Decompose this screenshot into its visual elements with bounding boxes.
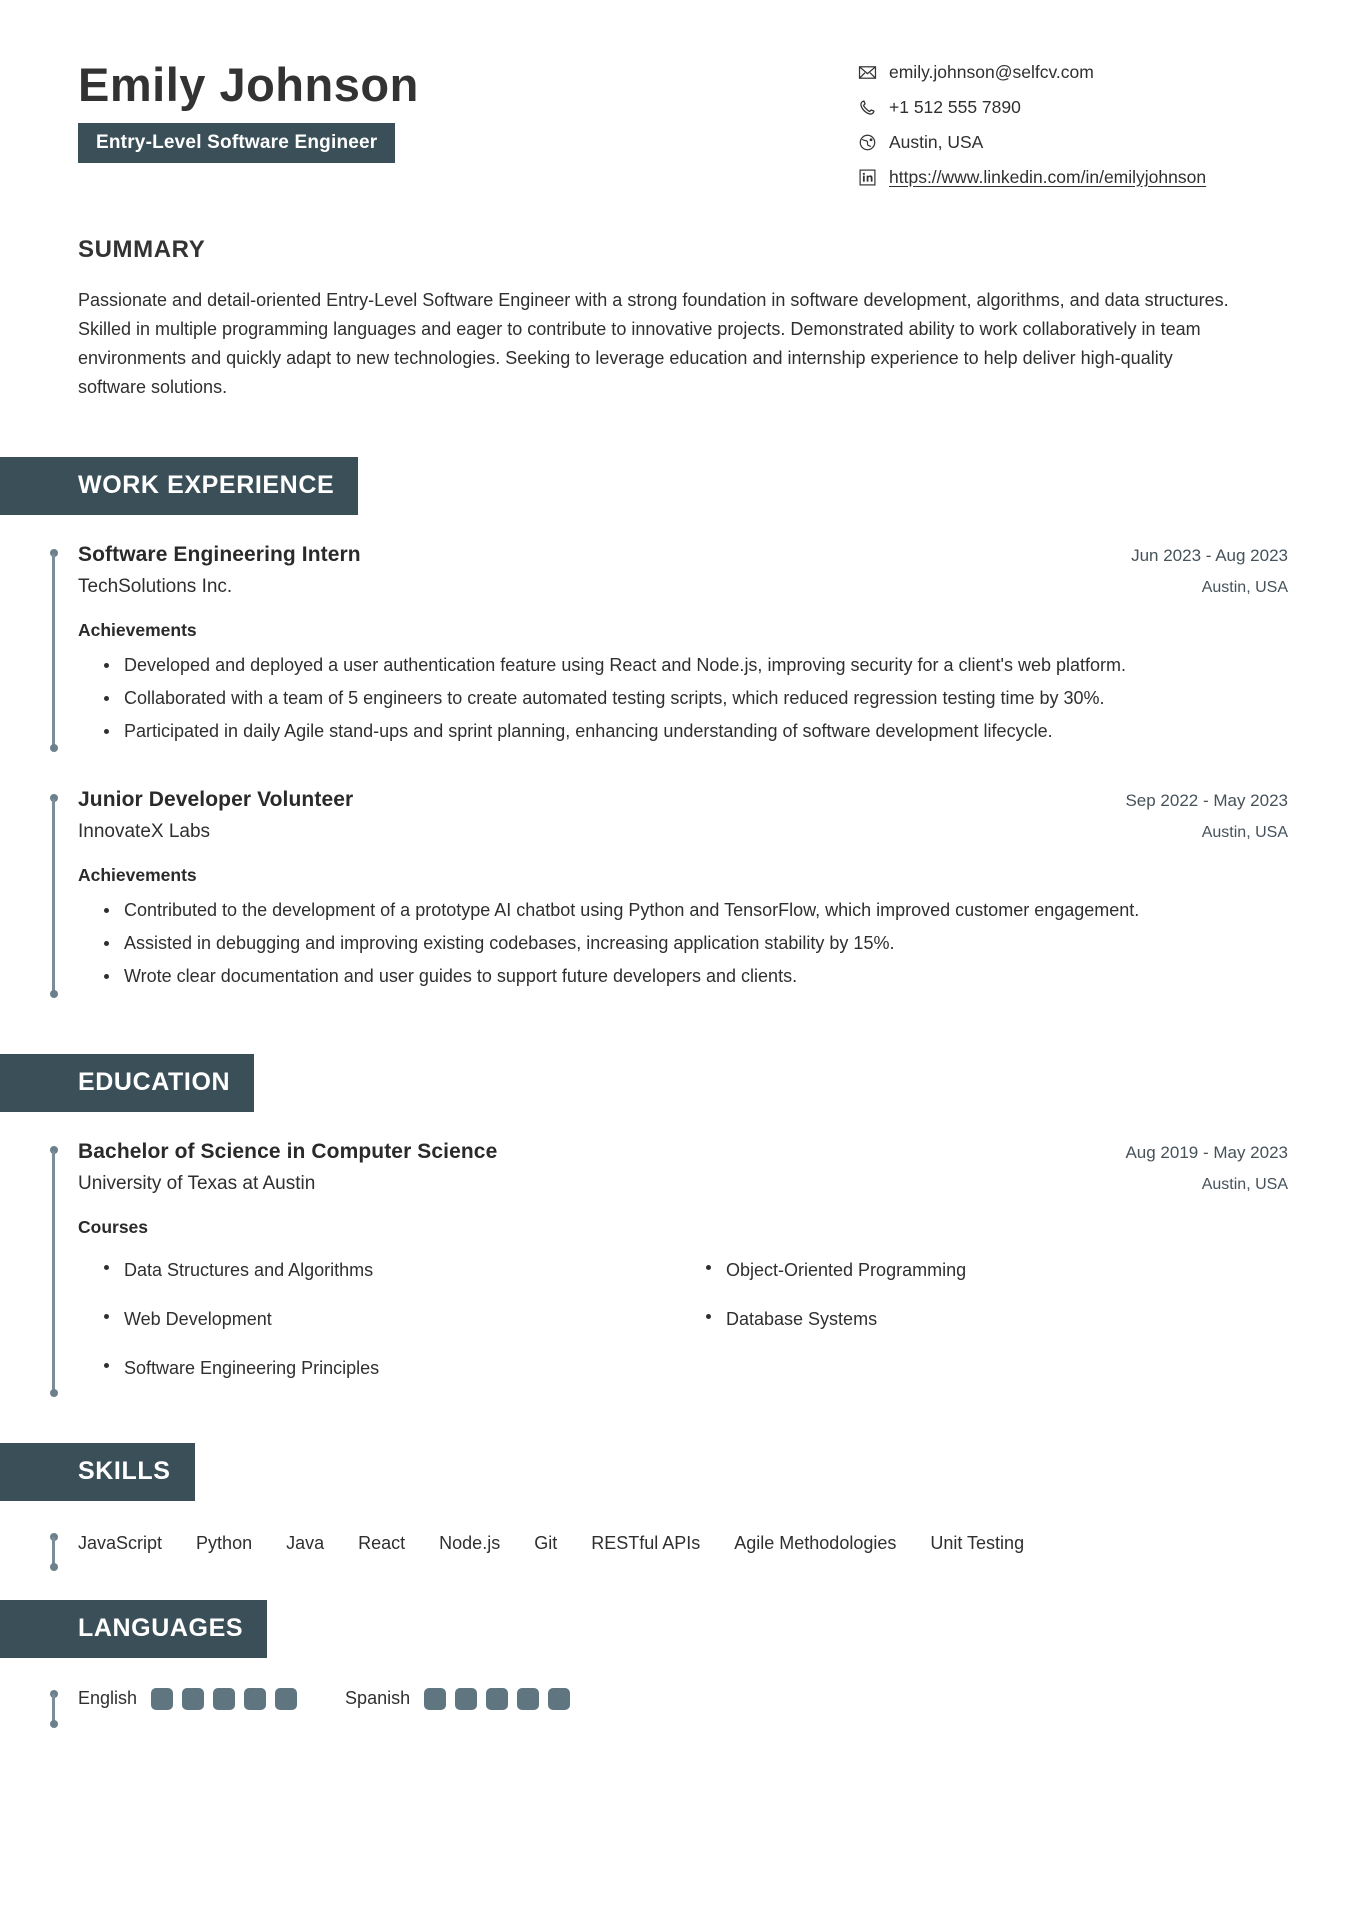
achievement-item: Assisted in debugging and improving existing codebases, increasing application stability by 15%.	[124, 929, 1234, 958]
language-name: English	[78, 1688, 138, 1709]
skills-section	[0, 1443, 1350, 1556]
timeline-rail	[48, 1146, 59, 1397]
skill-item: Node.js	[439, 1532, 501, 1553]
identity-block	[78, 52, 419, 163]
work-entry-achievements-list	[78, 896, 1288, 991]
globe-icon	[858, 133, 877, 152]
contact-item-location	[858, 132, 983, 153]
work-entry	[48, 543, 1288, 754]
work-entry-date: Sep 2022 - May 2023	[1125, 791, 1288, 811]
contact-phone-text: +1 512 555 7890	[889, 97, 1021, 117]
education-heading: EDUCATION	[0, 1054, 254, 1112]
work-entry-header	[78, 788, 1288, 812]
language-item	[345, 1688, 570, 1710]
candidate-name: Emily Johnson	[78, 58, 419, 111]
languages-heading: LANGUAGES	[0, 1600, 267, 1658]
work-entry-achievements-label: Achievements	[78, 865, 197, 886]
timeline-line	[52, 1151, 55, 1392]
language-level-square	[517, 1688, 539, 1710]
timeline-line	[52, 554, 55, 747]
achievement-item: Wrote clear documentation and user guides to support future developers and clients.	[124, 962, 1234, 991]
candidate-job-title: Entry-Level Software Engineer	[78, 123, 395, 163]
languages-list	[48, 1688, 1288, 1710]
education-entries	[0, 1140, 1350, 1399]
course-item: Software Engineering Principles	[124, 1346, 686, 1395]
rail-dot-bottom	[50, 1563, 58, 1571]
summary-text: Passionate and detail-oriented Entry-Level Software Engineer with a strong foundation in software development, algorithms, and data structures. Skilled in multiple programming languages and eager to contribute to innovative projects. Demonstrated ability to work collaboratively in team environments and quickly adapt to new technologies. Seeking to leverage education and internship experience to help deliver high-quality software solutions.	[78, 290, 1229, 398]
education-entry-header	[78, 1140, 1288, 1164]
work-entry-header	[78, 543, 1288, 567]
contact-item-email[interactable]	[858, 62, 1094, 83]
contact-location-text: Austin, USA	[889, 132, 984, 152]
language-level-square	[424, 1688, 446, 1710]
contact-linkedin-link[interactable]: https://www.linkedin.com/in/emilyjohnson	[889, 167, 1207, 187]
summary-heading: SUMMARY	[78, 236, 206, 263]
course-item: Database Systems	[726, 1297, 1288, 1346]
work-entry-achievements-list	[78, 651, 1288, 746]
envelope-icon	[858, 63, 877, 82]
education-section	[0, 1054, 1350, 1399]
language-level-square	[548, 1688, 570, 1710]
work-entry-location: Austin, USA	[1201, 578, 1288, 596]
timeline-line	[52, 799, 55, 992]
skill-item: Git	[534, 1532, 558, 1553]
language-level-meter	[151, 1688, 297, 1710]
language-level-square	[213, 1688, 235, 1710]
timeline-rail	[48, 794, 59, 997]
skill-item: RESTful APIs	[591, 1532, 701, 1553]
education-courses-grid	[78, 1248, 1288, 1395]
achievement-item: Contributed to the development of a prototype AI chatbot using Python and TensorFlow, which improved customer engagement.	[124, 896, 1234, 925]
skill-item: Unit Testing	[930, 1532, 1025, 1553]
education-location: Austin, USA	[1201, 1175, 1288, 1193]
work-entry-role: Junior Developer Volunteer	[78, 788, 354, 812]
education-degree: Bachelor of Science in Computer Science	[78, 1139, 498, 1163]
work-entry-location: Austin, USA	[1201, 824, 1288, 842]
language-level-square	[275, 1688, 297, 1710]
skills-rail	[48, 1533, 59, 1571]
skills-body	[0, 1531, 1350, 1556]
language-level-square	[455, 1688, 477, 1710]
education-institution: University of Texas at Austin	[78, 1172, 316, 1194]
work-experience-entries	[0, 543, 1350, 1000]
education-courses-label: Courses	[78, 1216, 149, 1237]
timeline-dot-bottom	[50, 1389, 58, 1397]
achievement-item: Developed and deployed a user authentication feature using React and Node.js, improving security for a client's web platform.	[124, 651, 1234, 680]
languages-section	[0, 1600, 1350, 1710]
education-date: Aug 2019 - May 2023	[1125, 1142, 1288, 1162]
work-entry-subheader	[78, 821, 1288, 843]
contact-email-text: emily.johnson@selfcv.com	[889, 62, 1094, 82]
education-entry	[48, 1140, 1288, 1399]
languages-rail	[48, 1690, 59, 1728]
language-level-square	[486, 1688, 508, 1710]
language-level-meter	[424, 1688, 570, 1710]
skill-item: Java	[286, 1532, 325, 1553]
skill-item: React	[358, 1532, 406, 1553]
language-name: Spanish	[345, 1688, 411, 1709]
contact-list	[858, 52, 1288, 188]
rail-dot-bottom	[50, 1720, 58, 1728]
course-item: Data Structures and Algorithms	[124, 1248, 686, 1297]
phone-icon	[858, 98, 877, 117]
course-item: Object-Oriented Programming	[726, 1248, 1288, 1297]
achievement-item: Collaborated with a team of 5 engineers to create automated testing scripts, which reduced regression testing time by 30%.	[124, 684, 1234, 713]
contact-item-phone[interactable]	[858, 97, 1021, 118]
skills-list	[48, 1531, 1288, 1556]
achievement-item: Participated in daily Agile stand-ups and sprint planning, enhancing understanding of software development lifecycle.	[124, 717, 1234, 746]
work-entry-organization: TechSolutions Inc.	[78, 575, 233, 597]
resume-header	[0, 0, 1350, 188]
timeline-rail	[48, 549, 59, 752]
work-entry	[48, 788, 1288, 999]
summary-section	[0, 236, 1350, 403]
skill-item: JavaScript	[78, 1532, 163, 1553]
contact-item-linkedin[interactable]	[858, 167, 1206, 188]
work-entry-date: Jun 2023 - Aug 2023	[1131, 545, 1288, 565]
skill-item: Agile Methodologies	[734, 1532, 897, 1553]
work-entry-subheader	[78, 576, 1288, 598]
languages-body	[0, 1688, 1350, 1710]
work-entry-achievements-label: Achievements	[78, 619, 197, 640]
timeline-dot-bottom	[50, 990, 58, 998]
language-level-square	[244, 1688, 266, 1710]
skills-heading: SKILLS	[0, 1443, 195, 1501]
language-item	[78, 1688, 297, 1710]
language-level-square	[151, 1688, 173, 1710]
course-item: Web Development	[124, 1297, 686, 1346]
skill-item: Python	[196, 1532, 253, 1553]
work-entry-organization: InnovateX Labs	[78, 821, 211, 843]
work-entry-role: Software Engineering Intern	[78, 542, 361, 566]
language-level-square	[182, 1688, 204, 1710]
work-experience-heading: WORK EXPERIENCE	[0, 457, 358, 515]
work-experience-section	[0, 457, 1350, 1000]
education-entry-subheader	[78, 1173, 1288, 1195]
timeline-dot-bottom	[50, 744, 58, 752]
linkedin-icon	[858, 168, 877, 187]
